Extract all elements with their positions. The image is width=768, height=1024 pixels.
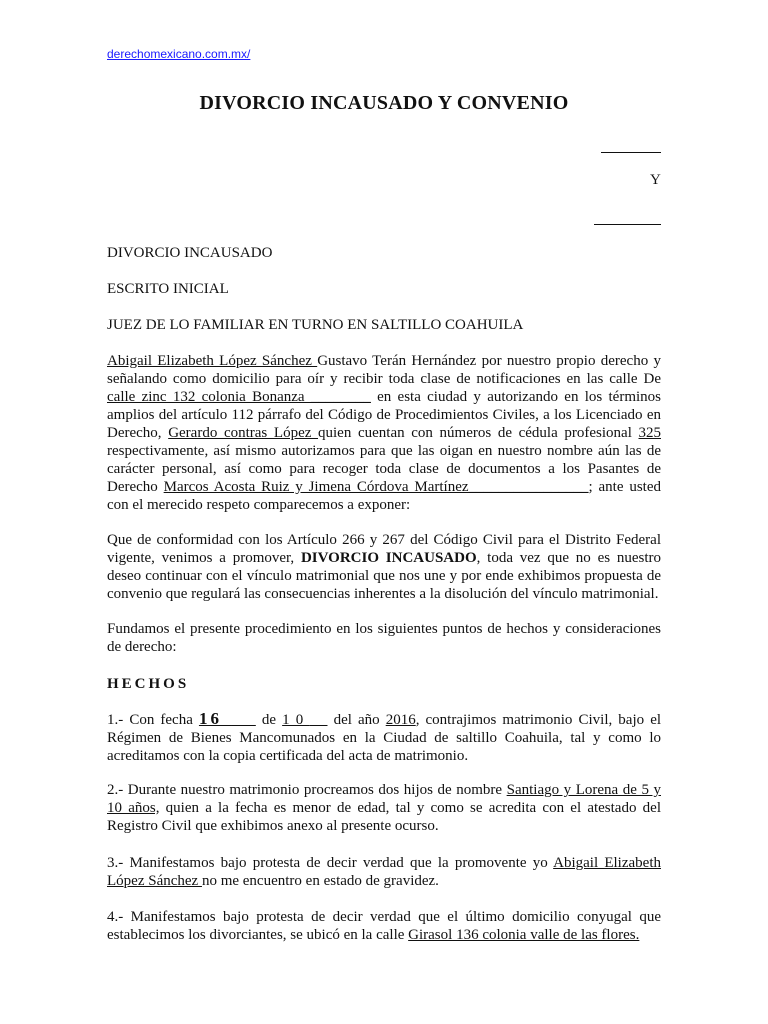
paragraph-text: 4.- Manifestamos bajo protesta de decir verdad que el último domicilio conyugal que establecimos los divorciantes, se ubicó en la calle (107, 909, 661, 943)
document-title: DIVORCIO INCAUSADO Y CONVENIO (199, 92, 569, 114)
paragraph-text: quien cuentan con números de cédula profesional (318, 425, 639, 441)
paragraph-text: quien a la fecha es menor de edad, tal y como se acredita con el atestado del Registro Civil que exhibimos anexo al presente ocurso. (107, 800, 661, 834)
paragraph-text: en esta ciudad y autorizando en los términos amplios del artículo 112 párrafo del Código de Procedimientos Civiles, a los Licenciado en Derecho, (107, 389, 661, 441)
paragraph-text: no me encuentro en estado de gravidez. (201, 873, 439, 889)
hecho-4 (107, 908, 661, 944)
heading-divorcio: DIVORCIO INCAUSADO (107, 245, 273, 261)
signature-line-2 (594, 224, 661, 225)
blank (232, 712, 256, 728)
bold-divorcio: DIVORCIO INCAUSADO (300, 550, 477, 566)
paragraph-text: respectivamente, así mismo autorizamos para que las oigan en nuestro nombre aún las de carácter personal, así como para recoger toda clase de documentos a los Pasantes de Derecho (107, 443, 661, 495)
address-field: calle zinc 132 colonia Bonanza ________ (107, 389, 371, 405)
blank (309, 712, 327, 728)
paragraph-text: Gustavo Terán Hernández por nuestro propio derecho y señalando como domicilio para oír y recibir toda clase de notificaciones en las calle De (107, 353, 661, 387)
paragraph-text: , toda vez que no es nuestro deseo continuar con el vínculo matrimonial que nos une y por ende exhibimos propuesta de convenio que regulará las consecuencias inherentes a la disolución del vínculo matrimonial. (107, 550, 662, 602)
children-names: Santiago y Lorena de 5 y 10 años, (107, 782, 661, 816)
hechos-heading: HECHOS (107, 676, 190, 692)
pasantes-names: Marcos Acosta Ruiz y Jimena Córdova Martínez________________ (163, 479, 589, 495)
conjunction-y: Y (650, 172, 661, 188)
date-day: 16 (198, 709, 232, 728)
promovente-name: Abigail Elizabeth López Sánchez (107, 855, 661, 889)
source-link[interactable]: derechomexicano.com.mx/ (107, 47, 251, 61)
heading-escrito: ESCRITO INICIAL (107, 281, 229, 297)
lawyer-name: Gerardo contras López (168, 425, 319, 441)
date-year: 2016 (385, 712, 416, 728)
conjugal-address: Girasol 136 colonia valle de las flores. (408, 927, 640, 943)
paragraph-text: ; ante usted con el merecido respeto comparecemos a exponer: (107, 479, 661, 513)
paragraph-conformidad (107, 531, 661, 603)
hecho-2 (107, 781, 661, 835)
paragraph-text: Que de conformidad con los Artículo 266 y 267 del Código Civil para el Distrito Federal vigente, venimos a promover, (107, 532, 661, 566)
paragraph-text: 3.- Manifestamos bajo protesta de decir verdad que la promovente yo (107, 855, 554, 871)
paragraph-fundamos: Fundamos el presente procedimiento en los siguientes puntos de hechos y consideraciones de derecho: (107, 621, 661, 655)
signature-line-1 (601, 152, 661, 153)
date-month: 1 0 (282, 712, 310, 728)
hecho-1 (107, 710, 661, 765)
paragraph-text: , contrajimos matrimonio Civil, bajo el Régimen de Bienes Mancomunados en la Ciudad de saltillo Coahuila, tal y como lo acreditamos con la copia certificada del acta de matrimonio. (107, 712, 662, 764)
paragraph-intro (107, 352, 661, 514)
paragraph-text: del año (327, 712, 386, 728)
paragraph-text: 2.- Durante nuestro matrimonio procreamos dos hijos de nombre (107, 782, 507, 798)
cedula-number: 325 (638, 425, 661, 441)
hecho-3 (107, 854, 661, 890)
promovente-name: Abigail Elizabeth López Sánchez (107, 353, 318, 369)
heading-juez: JUEZ DE LO FAMILIAR EN TURNO EN SALTILLO COAHUILA (107, 317, 524, 333)
paragraph-text: 1.- Con fecha (107, 712, 199, 728)
paragraph-text: de (255, 712, 283, 728)
